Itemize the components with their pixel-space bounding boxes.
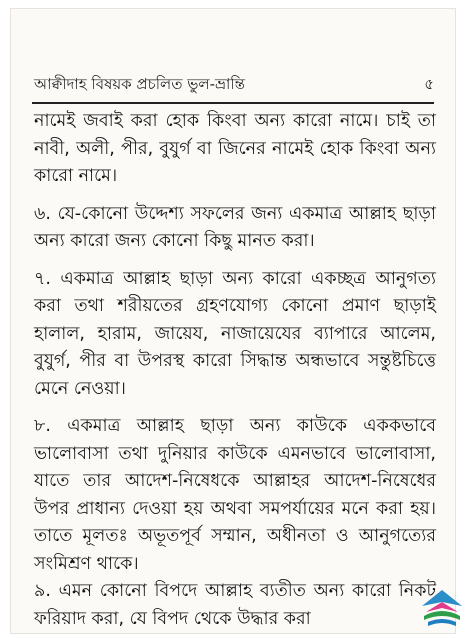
header-rule — [32, 102, 434, 104]
paragraph-continuation: নামেই জবাই করা হোক কিংবা অন্য কারো নামে। চাই তা নাবী, অলী, পীর, বুযুর্গ বা জিনের নামেই হোক কিংবা অন্য কারো নামে। — [34, 111, 436, 186]
page-number: ৫ — [424, 75, 434, 93]
publisher-logo-icon — [418, 586, 466, 634]
page-header — [34, 70, 434, 98]
paragraph-item-9: ৯. এমন কোনো বিপদে আল্লাহ ব্যতীত অন্য কারো নিকট ফরিয়াদ করা, যে বিপদ থেকে উদ্ধার করা — [34, 581, 436, 629]
running-title: আক্বীদাহ বিষয়ক প্রচলিত ভুল-ভ্রান্তি — [34, 75, 245, 93]
paragraph-item-7: ৭. একমাত্র আল্লাহ ছাড়া অন্য কারো একচ্ছত্র আনুগত্য করা তথা শরীয়তের গ্রহণযোগ্য কোনো প্রমাণ ছাড়াই হালাল, হারাম, জায়েয, নাজায়েযের ব্যাপারে আলেম, বুযুর্গ, পীর বা উপরস্থ কারো সিদ্ধান্ত অন্ধভাবে সন্তুষ্টচিত্তে মেনে নেওয়া। — [34, 268, 436, 399]
book-page — [10, 8, 456, 634]
page-body — [34, 108, 436, 633]
paragraph-item-6: ৬. যে-কোনো উদ্দেশ্য সফলের জন্য একমাত্র আল্লাহ ছাড়া অন্য কারো জন্য কোনো কিছু মানত করা। — [34, 203, 436, 251]
paragraph-item-8: ৮. একমাত্র আল্লাহ ছাড়া অন্য কাউকে এককভাবে ভালোবাসা তথা দুনিয়ার কাউকে এমনভাবে ভালোবাসা, যাতে তার আদেশ-নিষেধকে আল্লাহর আদেশ-নিষেধের উপর প্রাধান্য দেওয়া হয় অথবা সমপর্যায়ের মনে করা হয়। তাতে মূলতঃ অভূতপূর্ব সম্মান, অধীনতা ও আনুগত্যের সংমিশ্রণ থাকে। — [34, 416, 436, 574]
